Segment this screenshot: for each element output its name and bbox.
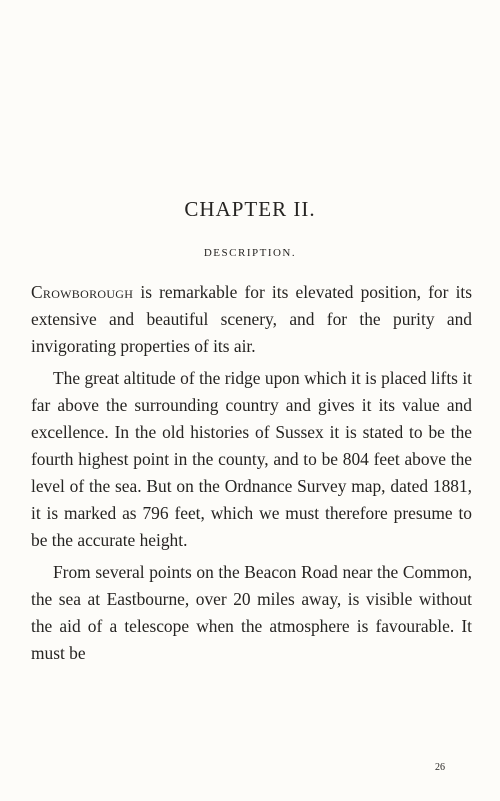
page-number: 26 — [435, 762, 445, 773]
chapter-heading: CHAPTER II. — [184, 197, 316, 221]
paragraph-1-text: is remarkable for its elevated position, for its extensive and beautiful scenery, and for the purity and invigorating properties of its air. — [31, 282, 472, 356]
paragraph-3: From several points on the Beacon Road near the Common, the sea at Eastbourne, over 20 miles away, is visible without the aid of a telescope when the atmosphere is favourable. It must be — [31, 562, 472, 663]
body-text — [31, 279, 472, 667]
paragraph-1 — [31, 279, 472, 360]
section-heading: DESCRIPTION. — [203, 247, 297, 259]
lead-word: Crowborough — [31, 282, 134, 302]
paragraph-2: The great altitude of the ridge upon which it is placed lifts it far above the surrounding country and gives it its value and excellence. In the old histories of Sussex it is stated to be the fourth highest point in the county, and to be 804 feet above the level of the sea. But on the Ordnance Survey map, dated 1881, it is marked as 796 feet, which we must therefore presume to be the accurate height. — [31, 368, 472, 550]
